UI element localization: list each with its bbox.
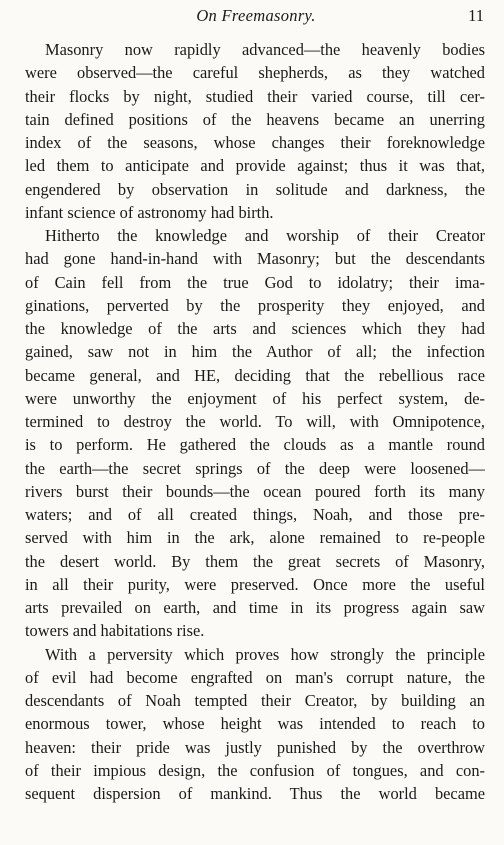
text-line: were observed—the careful shepherds, as they watched [25, 63, 485, 83]
text-line: of their impious design, the confusion of tongues, and con- [25, 760, 485, 780]
text-line: of Cain fell from the true God to idolatry; their ima- [25, 272, 485, 292]
text-line: arts prevailed on earth, and time in its progress again saw [25, 598, 485, 617]
text-line: were unworthy the enjoyment of his perfect system, de- [25, 388, 485, 408]
text-line: the knowledge of the arts and sciences which they had [25, 319, 485, 338]
text-line: gained, saw not in him the Author of all; the infection [25, 342, 485, 362]
text-line: termined to destroy the world. To will, with Omnipotence, [25, 412, 485, 431]
text-line: tain defined positions of the heavens became an unerring [25, 109, 485, 129]
paragraph-creator-worship [25, 224, 485, 643]
text-line: of evil had become engrafted on man's corrupt nature, the [25, 667, 485, 687]
text-line: the desert world. By them the great secrets of Masonry, [25, 551, 485, 571]
text-line: index of the seasons, whose changes their foreknowledge [25, 133, 485, 152]
text-line: in all their purity, were preserved. Once more the useful [25, 574, 485, 594]
running-head [24, 6, 488, 28]
text-line: enormous tower, whose height was intended to reach to [25, 714, 485, 734]
text-line: ginations, perverted by the prosperity they enjoyed, and [25, 295, 485, 315]
text-line: engendered by observation in solitude and darkness, the [25, 179, 485, 199]
text-line: Masonry now rapidly advanced—the heavenly bodies [45, 40, 485, 59]
text-line: infant science of astronomy had birth. [25, 202, 274, 222]
text-line: the earth—the secret springs of the deep were loosened— [25, 458, 485, 478]
text-line: towers and habitations rise. [25, 621, 205, 641]
text-line: led them to anticipate and provide against; thus it was that, [25, 156, 485, 176]
text-line: Hitherto the knowledge and worship of their Creator [45, 226, 485, 245]
text-line: is to perform. He gathered the clouds as a mantle round [25, 435, 485, 455]
text-line: descendants of Noah tempted their Creator, by building an [25, 691, 485, 710]
paragraph-tower-of-babel [25, 643, 485, 806]
paragraph-masonry-advanced [25, 38, 485, 224]
body-text [25, 38, 485, 805]
running-title: On Freemasonry. [196, 6, 316, 25]
page-number: 11 [468, 6, 484, 25]
text-line: With a perversity which proves how strongly the principle [45, 644, 485, 664]
text-line: had gone hand-in-hand with Masonry; but the descendants [25, 249, 485, 269]
text-line: heaven: their pride was justly punished by the overthrow [25, 737, 485, 757]
text-line: sequent dispersion of mankind. Thus the world became [25, 784, 485, 803]
text-line: rivers burst their bounds—the ocean poured forth its many [25, 481, 485, 501]
text-line: waters; and of all created things, Noah, and those pre- [25, 505, 485, 524]
text-line: became general, and HE, deciding that the rebellious race [25, 365, 485, 385]
text-line: their flocks by night, studied their varied course, till cer- [25, 86, 485, 106]
text-line: served with him in the ark, alone remained to re-people [25, 528, 485, 548]
